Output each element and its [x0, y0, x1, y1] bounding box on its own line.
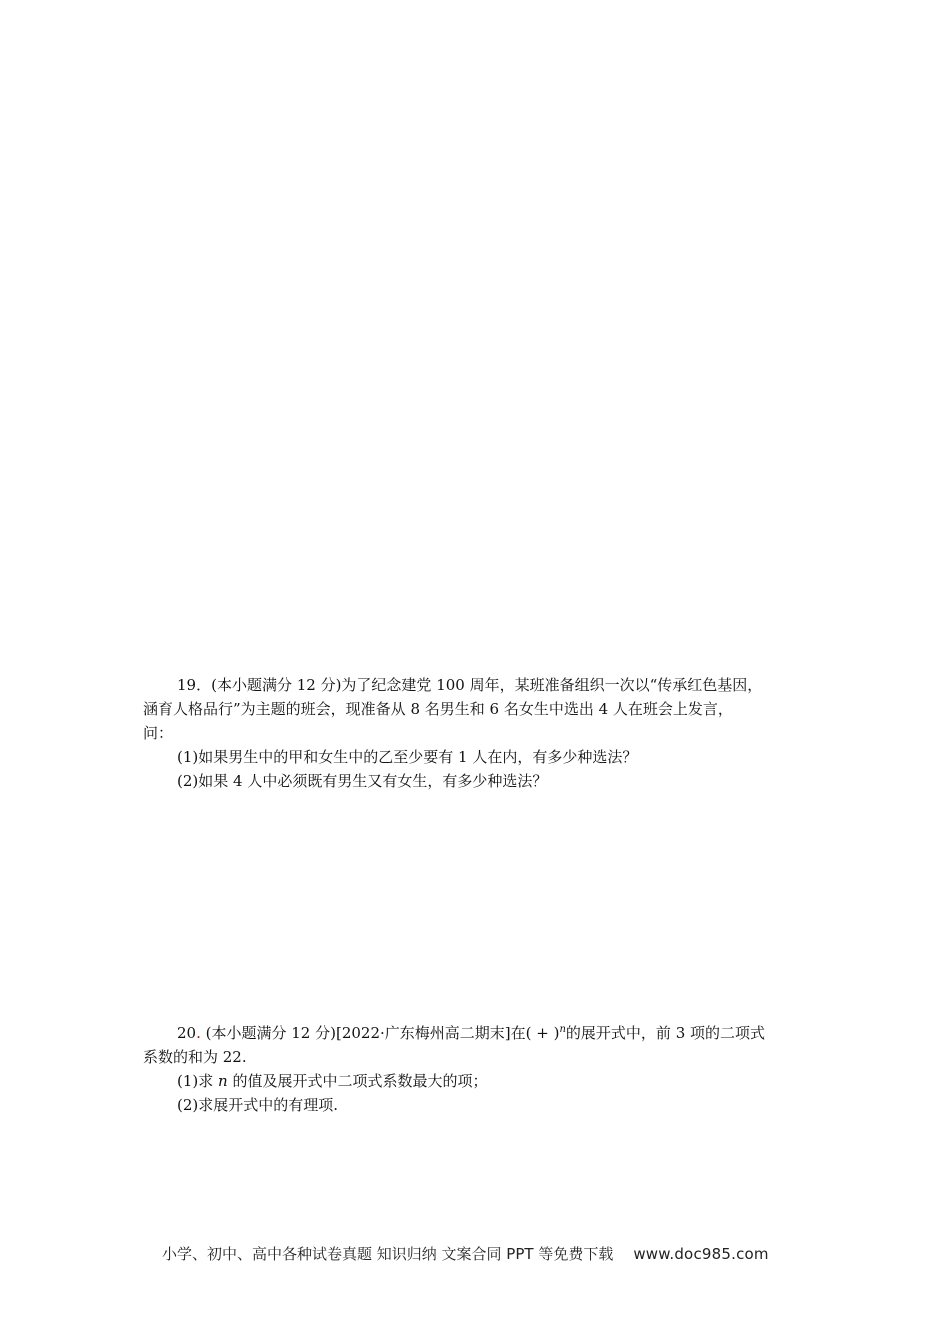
q19-part-1: (1)如果男生中的甲和女生中的乙至少要有 1 人在内，有多少种选法？ [177, 748, 638, 766]
q20-text-a: (本小题满分 12 分)[2022· [200, 1024, 385, 1042]
q20-text-b: ]在( [504, 1024, 532, 1042]
q20-number-dot: . [196, 1024, 201, 1042]
q20-expression: + [531, 1024, 554, 1042]
footer-text: 小学、初中、高中各种试卷真题 知识归纳 文案合同 PPT 等免费下载 [162, 1245, 614, 1263]
q20-part1-text-b: 的值及展开式中二项式系数最大的项； [227, 1072, 488, 1090]
q20-number: 20 [177, 1024, 197, 1042]
q19-part-2: (2)如果 4 人中必须既有男生又有女生，有多少种选法？ [177, 772, 548, 790]
page-footer [162, 1244, 769, 1264]
q19-text-1: ．(本小题满分 12 分)为了纪念建党 100 周年，某班准备组织一次以“传承红色基因， [196, 676, 763, 694]
q20-part-2: (2)求展开式中的有理项. [177, 1096, 339, 1114]
q19-line-2: 涵育人格品行”为主题的班会，现准备从 8 名男生和 6 名女生中选出 4 人在班会上发言， [143, 700, 733, 718]
q20-part-1 [177, 1071, 487, 1091]
q20-part1-variable: n [218, 1072, 228, 1090]
q20-line-1 [177, 1023, 765, 1043]
q20-part1-text-a: (1)求 [177, 1072, 219, 1090]
q20-text-c: ) [553, 1024, 560, 1042]
q20-source: 广东梅州高二期末 [384, 1024, 505, 1042]
q20-text-d: 的展开式中，前 3 项的二项式 [565, 1024, 766, 1042]
q20-exponent: n [559, 1024, 566, 1035]
q19-line-1 [177, 675, 762, 695]
q19-line-3: 问： [143, 724, 174, 742]
q20-line-2: 系数的和为 22. [143, 1048, 247, 1066]
q19-number: 19 [177, 676, 197, 694]
footer-url[interactable]: www.doc985.com [633, 1245, 769, 1263]
